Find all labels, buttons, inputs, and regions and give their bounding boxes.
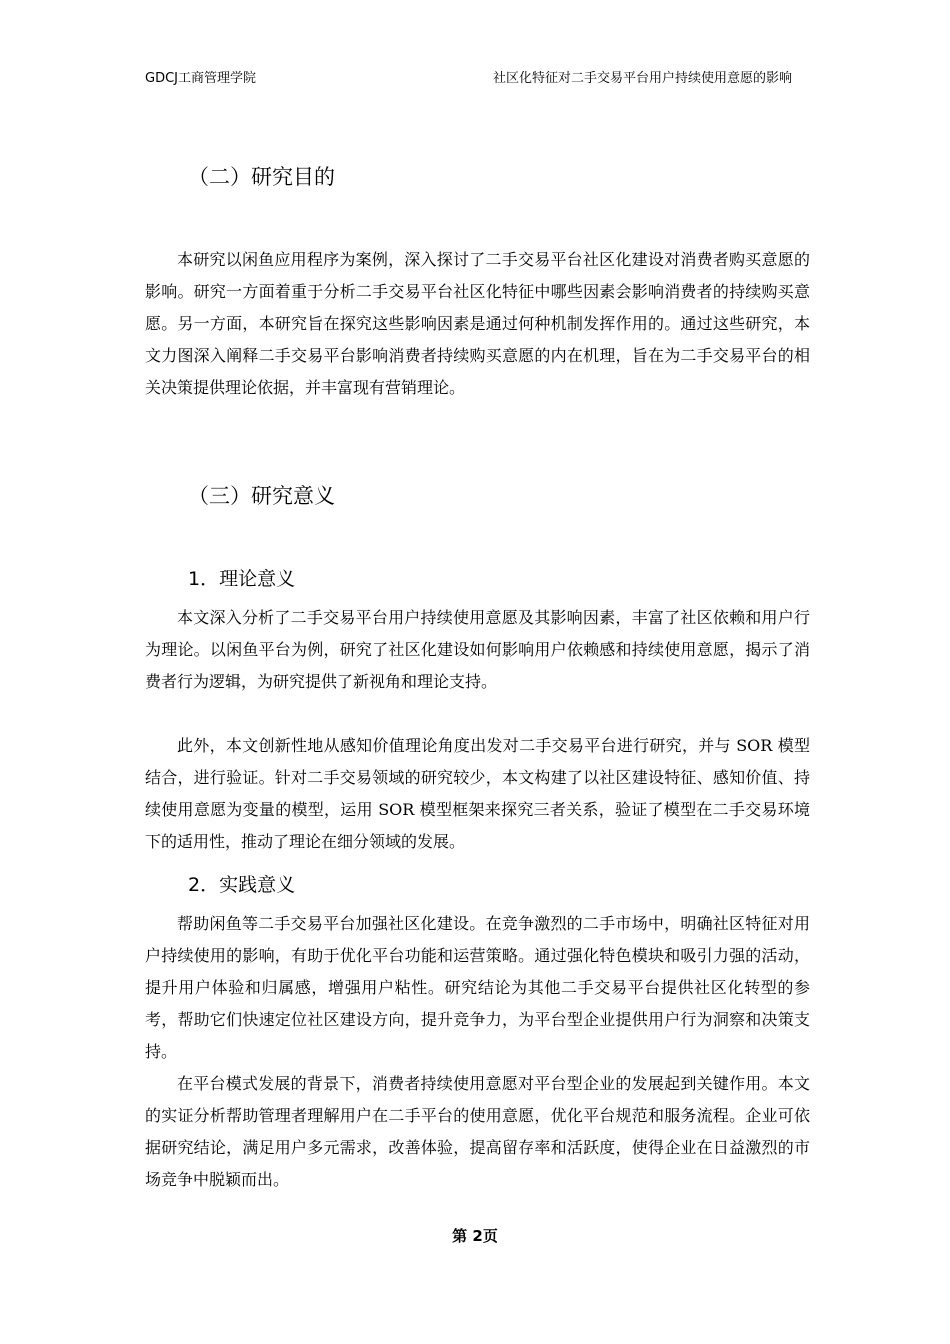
header-institution: GDCJ工商管理学院 bbox=[145, 71, 256, 86]
page-header bbox=[145, 69, 792, 89]
paragraph-practice-2: 在平台模式发展的背景下，消费者持续使用意愿对平台型企业的发展起到关键作用。本文的实证分析帮助管理者理解用户在二手平台的使用意愿，优化平台规范和服务流程。企业可依据研究结论，满足用户多元需求，改善体验，提高留存率和活跃度，使得企业在日益激烈的市场竞争中脱颖而出。 bbox=[145, 1074, 810, 1189]
paragraph-theory-1: 本文深入分析了二手交易平台用户持续使用意愿及其影响因素，丰富了社区依赖和用户行为理论。以闲鱼平台为例，研究了社区化建设如何影响用户依赖感和持续使用意愿，揭示了消费者行为逻辑，为研究提供了新视角和理论支持。 bbox=[145, 608, 810, 691]
heading-theoretical-significance: 1．理论意义 bbox=[188, 568, 296, 590]
heading-practical-significance: 2．实践意义 bbox=[188, 874, 296, 896]
heading-research-purpose: （二）研究目的 bbox=[188, 165, 335, 189]
paragraph-research-purpose: 本研究以闲鱼应用程序为案例，深入探讨了二手交易平台社区化建设对消费者购买意愿的影响。研究一方面着重于分析二手交易平台社区化特征中哪些因素会影响消费者的持续购买意愿。另一方面，本研究旨在探究这些影响因素是通过何种机制发挥作用的。通过这些研究，本文力图深入阐释二手交易平台影响消费者持续购买意愿的内在机理，旨在为二手交易平台的相关决策提供理论依据，并丰富现有营销理论。 bbox=[145, 250, 810, 397]
header-paper-title: 社区化特征对二手交易平台用户持续使用意愿的影响 bbox=[492, 71, 792, 86]
paragraph-theory-2: 此外，本文创新性地从感知价值理论角度出发对二手交易平台进行研究，并与 SOR 模型结合，进行验证。针对二手交易领域的研究较少，本文构建了以社区建设特征、感知价值、持续使用意愿为变量的模型，运用 SOR 模型框架来探究三者关系，验证了模型在二手交易环境下的适用性，推动了理论在细分领域的发展。 bbox=[145, 736, 810, 851]
heading-research-significance: （三）研究意义 bbox=[188, 484, 335, 508]
page-number: 第 2页 bbox=[452, 1227, 498, 1245]
paragraph-practice-1: 帮助闲鱼等二手交易平台加强社区化建设。在竞争激烈的二手市场中，明确社区特征对用户持续使用的影响，有助于优化平台功能和运营策略。通过强化特色模块和吸引力强的活动，提升用户体验和归属感，增强用户粘性。研究结论为其他二手交易平台提供社区化转型的参考，帮助它们快速定位社区建设方向，提升竞争力，为平台型企业提供用户行为洞察和决策支持。 bbox=[145, 914, 810, 1061]
